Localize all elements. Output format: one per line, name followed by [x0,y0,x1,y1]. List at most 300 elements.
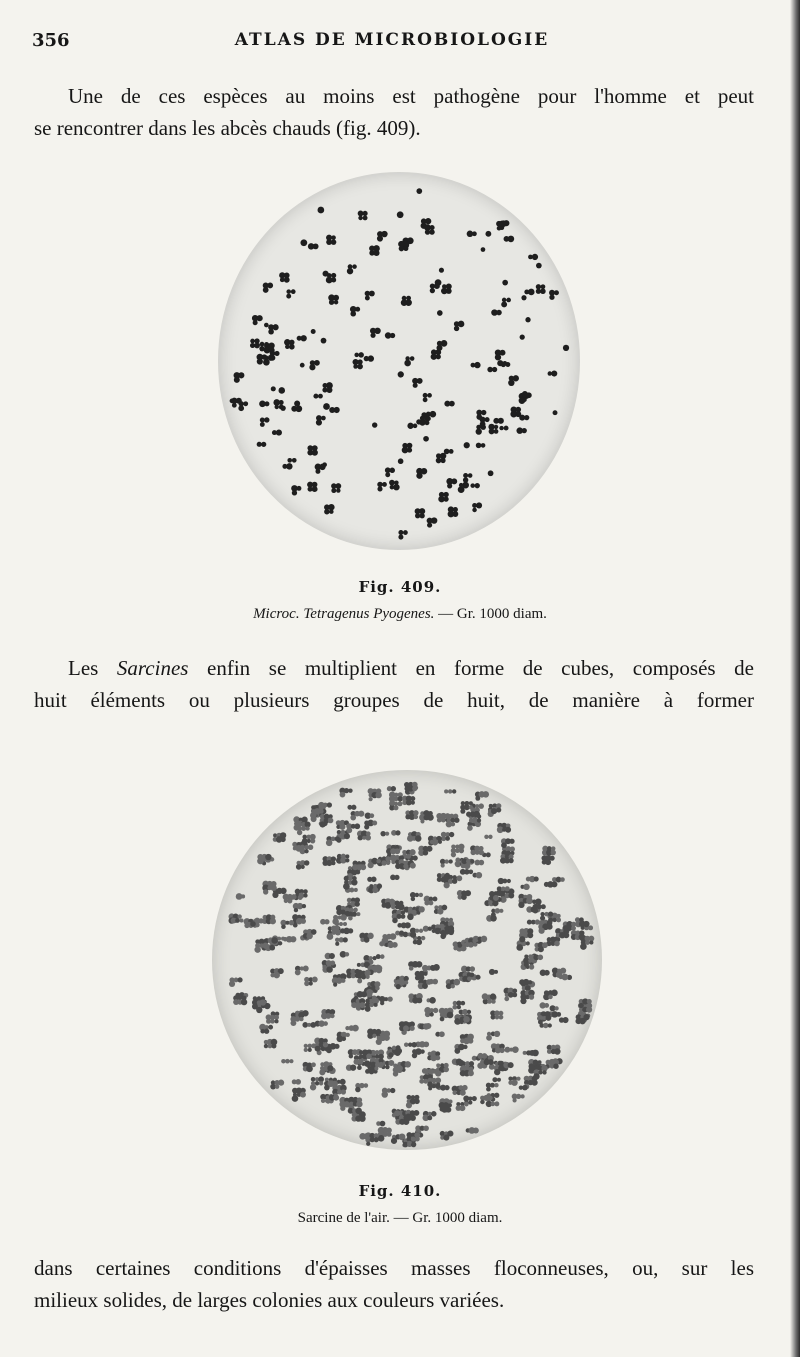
paragraph-3 [34,1252,754,1316]
coccus-group [430,283,440,293]
sarcina-packet [444,789,456,793]
sarcina-packet [474,860,484,866]
sarcina-packet [404,782,418,792]
coccus-group [502,280,508,286]
coccus-group [307,445,318,456]
coccus-group [402,443,413,454]
coccus-group [398,241,409,252]
coccus-group [286,289,295,298]
sarcina-packet [486,915,497,922]
coccus-group [476,424,486,434]
sarcina-packet [297,821,311,835]
sarcina-packet [318,802,332,808]
sarcina-packet [346,1064,356,1070]
sarcina-packet [376,1121,385,1127]
sarcina-packet [518,894,533,908]
sarcina-packet [359,933,373,943]
sarcina-packet [423,926,432,932]
sarcina-packet [395,863,408,869]
sarcina-packet [348,911,361,920]
sarcina-packet [443,874,457,888]
sarcina-packet [236,893,245,900]
coccus-group [316,415,326,426]
paragraph-1-line-2: se rencontrer dans les abcès chauds (fig. 409). [34,116,421,140]
sarcina-packet [320,919,329,925]
sarcina-packet [351,998,365,1008]
sarcina-packet [233,995,247,1005]
sarcina-packet [407,831,422,842]
coccus-group [297,335,307,341]
paragraph-2-line-1-end: enfin se multiplient en forme de cubes, composés de [188,656,754,680]
sarcina-packet [404,1042,417,1047]
sarcina-packet [283,894,297,904]
sarcina-packet [262,914,276,924]
sarcina-packet [466,811,480,818]
sarcina-packet [538,920,552,934]
sarcina-packet [439,1008,454,1022]
sarcina-packet [540,970,550,976]
sarcina-packet [337,1032,350,1042]
coccus-group [520,334,525,339]
sarcina-packet [292,1079,301,1085]
coccus-group [463,473,473,483]
sarcina-packet [419,810,434,823]
sarcina-packet [539,1023,551,1028]
sarcina-packet [364,820,377,830]
coccus-group [424,224,435,235]
coccus-group [372,422,377,427]
paragraph-3-line-1: dans certaines conditions d'épaisses masses floconneuses, ou, sur les [34,1256,754,1280]
sarcina-packet [477,1053,487,1059]
coccus-group [563,345,569,351]
sarcina-packet [356,970,370,984]
coccus-group [472,502,482,512]
coccus-group [454,321,464,331]
coccus-group [282,463,292,469]
coccus-group [476,443,486,449]
sarcina-packet [380,831,389,836]
sarcina-packet [424,1007,438,1017]
figure-409-caption-rest: — Gr. 1000 diam. [434,606,547,622]
coccus-group [485,231,491,237]
coccus-group [347,264,357,274]
sarcina-packet [270,968,284,978]
coccus-group [322,382,332,393]
coccus-group [354,352,363,358]
sarcina-packet [580,935,594,950]
sarcina-packet [302,1022,316,1028]
sarcina-packet [533,904,546,914]
sarcina-packet [440,859,453,868]
coccus-group [404,356,414,366]
sarcina-packet [322,856,336,866]
sarcina-packet [538,1015,552,1024]
sarcina-packet [452,1001,465,1010]
sarcina-packet [461,858,474,864]
sarcina-packet [348,1108,362,1115]
sarcina-packet [365,1132,379,1145]
coccus-group [264,323,269,328]
sarcina-packet [391,830,400,836]
sarcina-packet [500,854,514,864]
coccus-group [323,271,329,277]
coccus-group [470,483,479,488]
figure-410-label: Fig. 410. [358,1182,442,1200]
sarcina-packet [231,918,244,924]
sarcina-packet [339,788,352,798]
sarcina-packet [475,791,489,801]
coccus-group [481,247,486,252]
sarcina-packet [397,922,410,928]
sarcina-packet [264,937,278,944]
sarcina-packet [419,1023,429,1030]
sarcina-packet [451,844,465,858]
paragraph-1 [34,80,754,144]
sarcina-packet [408,961,422,971]
sarcina-packet [486,1031,500,1041]
sarcina-packet [415,1041,429,1047]
sarcina-packet [390,900,405,911]
sarcina-packet [486,1083,499,1092]
figure-410-caption: Sarcine de l'air. — Gr. 1000 diam. [297,1210,503,1226]
sarcina-packet [387,786,396,791]
coccus-group [321,338,327,344]
coccus-group [284,339,295,350]
sarcina-packet [424,896,438,906]
coccus-group [407,423,417,429]
coccus-group [553,410,558,415]
coccus-group [427,517,438,527]
sarcina-packet [357,830,371,840]
sarcina-packet [376,954,385,959]
coccus-group [280,405,285,410]
coccus-group [528,254,538,260]
sarcina-packet [492,1077,501,1082]
sarcina-packet [273,832,287,842]
sarcina-packet [281,1059,293,1064]
sarcina-packet [415,971,428,981]
coccus-group [493,418,504,424]
coccus-group [328,294,339,304]
coccus-group [519,415,529,421]
coccus-group [365,291,375,301]
coccus-group [317,207,324,214]
tetragenus-cells-drawing [218,172,580,550]
sarcina-packet [345,1025,358,1032]
sarcina-packet [512,1093,525,1102]
sarcina-packet [457,890,471,900]
sarcina-packet [466,1127,479,1134]
sarcina-packet [460,869,473,875]
sarcina-clusters-drawing [212,770,602,1150]
book-spine-edge [790,0,800,1357]
sarcina-packet [504,988,518,1002]
coccus-group [522,391,528,397]
sarcina-packet [491,1043,505,1053]
sarcina-packet [484,835,492,839]
sarcina-packet [229,977,243,987]
figure-409-caption [0,606,800,623]
sarcina-packet [458,972,471,982]
coccus-group [311,329,316,334]
sarcina-packet [332,973,347,986]
coccus-group [309,360,319,370]
sarcina-packet [532,899,542,906]
sarcina-packet [378,1127,392,1142]
coccus-group [487,367,497,373]
sarcina-packet [519,928,533,942]
sarcina-packet [347,805,356,810]
sarcina-packet [446,979,460,989]
sarcina-packet [264,1039,278,1049]
coccus-group [260,417,270,427]
coccus-group [268,324,279,334]
sarcina-packet [440,925,454,939]
sarcina-packet [520,884,529,890]
sarcina-packet [550,1005,559,1011]
sarcina-packet [418,846,432,856]
coccus-group [412,378,422,388]
sarcina-packet [335,937,348,946]
coccus-group [536,284,546,294]
sarcina-packet [542,846,556,856]
coccus-group [488,424,498,435]
figure-409-label: Fig. 409. [358,578,442,596]
sarcina-packet [379,996,393,1005]
coccus-group [444,449,454,455]
sarcina-packet [310,1076,324,1090]
sarcina-packet [544,881,558,887]
paragraph-1-line-1: Une de ces espèces au moins est pathogène pour l'homme et peut [68,84,754,108]
coccus-group [252,315,263,325]
coccus-group [416,468,427,479]
coccus-group [291,485,301,495]
coccus-group [525,317,530,322]
coccus-group [308,243,319,250]
sarcina-packet [367,877,376,883]
sarcina-packet [326,836,340,846]
sarcina-packet [390,875,399,881]
sarcina-packet [418,979,432,989]
sarcina-packet [359,1049,372,1059]
sarcina-packet [490,1010,503,1019]
coccus-group [385,467,395,477]
sarcina-packet [527,919,540,924]
sarcina-packet [456,1102,469,1111]
figure-409-caption-italic: Microc. Tetragenus Pyogenes. [253,606,435,622]
sarcina-packet [368,788,382,801]
coccus-group [238,401,248,411]
sarcina-packet [405,810,418,820]
coccus-group [250,338,260,348]
coccus-group [491,309,502,315]
coccus-group [397,211,404,218]
page-number: 356 [32,30,70,51]
coccus-group [270,351,280,361]
coccus-group [437,310,443,316]
micrograph-fig-410 [212,770,602,1150]
running-title: ATLAS DE MICROBIOLOGIE [234,30,550,50]
coccus-group [471,362,481,368]
coccus-group [423,393,432,402]
coccus-group [230,399,235,404]
coccus-group [398,530,407,540]
sarcina-packet [435,1063,449,1077]
sarcina-packet [365,997,379,1011]
coccus-group [398,458,404,464]
sarcina-packet [546,936,560,946]
coccus-group [287,458,296,463]
sarcina-packet [472,872,482,878]
sarcina-packet [304,977,318,987]
sarcina-packet [293,903,306,912]
coccus-group [377,482,387,492]
sarcina-packet [366,981,380,996]
sarcina-packet [473,936,488,943]
sarcina-packet [454,1044,467,1054]
coccus-group [521,295,526,300]
coccus-group [436,453,447,464]
sarcina-packet [435,1031,444,1037]
sarcina-packet [280,920,294,929]
coccus-group [510,406,521,417]
sarcina-packet [575,1014,589,1024]
coccus-group [438,492,449,503]
coccus-group [536,263,542,269]
coccus-group [279,272,290,283]
sarcina-packet [266,1014,279,1023]
paragraph-2-line-1 [34,652,754,684]
sarcina-packet [519,1085,528,1091]
coccus-group [352,359,362,369]
coccus-group [370,328,381,338]
sarcina-packet [292,1087,306,1101]
sarcina-packet [497,823,511,833]
sarcina-packet [300,844,314,854]
sarcina-packet [530,954,544,960]
coccus-group [259,401,269,408]
coccus-group [416,419,426,425]
sarcina-packet [555,928,569,938]
coccus-group [441,283,452,294]
coccus-group [369,245,380,256]
coccus-group [377,231,388,242]
coccus-group [415,508,426,518]
sarcina-packet [340,928,353,935]
sarcina-packet [296,860,310,870]
coccus-group [278,387,285,394]
sarcina-packet [452,1058,462,1064]
sarcina-packet [533,1065,547,1079]
sarcina-packet [540,1002,550,1008]
sarcina-packet [559,1017,569,1023]
sarcina-packet [292,914,306,927]
coccus-group [358,211,368,221]
sarcina-packet [355,1083,368,1092]
sarcina-packet [315,1020,328,1026]
coccus-group [495,349,506,360]
micrograph-fig-409 [218,172,580,550]
sarcina-packet [547,1044,561,1054]
sarcina-packet [340,951,350,958]
coccus-group [329,407,340,413]
sarcina-packet [534,942,547,952]
coccus-group [499,426,508,431]
sarcina-packet [336,854,350,864]
sarcina-packet [303,929,317,939]
coccus-group [467,231,477,238]
sarcina-packet [426,997,435,1004]
paragraph-2 [34,652,754,716]
sarcina-packet [460,1066,474,1076]
coccus-group [350,306,360,317]
sarcina-packet [295,965,309,975]
coccus-group [263,282,273,292]
sarcina-packet [431,1083,440,1089]
coccus-group [272,430,282,436]
coccus-group [501,298,511,308]
sarcina-packet [350,811,364,821]
sarcina-packet [543,990,558,1001]
coccus-group [549,290,559,300]
sarcina-packet [303,1062,316,1072]
sarcina-packet [343,876,358,890]
coccus-group [385,332,395,338]
sarcina-packet [520,990,534,1004]
sarcina-packet [259,1024,273,1034]
coccus-group [234,372,245,383]
coccus-group [446,478,457,488]
coccus-group [398,371,404,377]
sarcina-packet [325,953,335,960]
sarcina-packet [247,921,256,927]
coccus-group [324,504,335,514]
coccus-group [431,349,442,360]
sarcina-packet [270,1080,284,1090]
sarcina-packet [321,1009,335,1019]
sarcina-packet [283,936,296,943]
coccus-group [322,462,327,467]
coccus-group [323,403,330,410]
sarcina-packet [440,1130,454,1140]
paragraph-2-line-2: huit éléments ou plusieurs groupes de huit, de manière à former [34,688,754,712]
coccus-group [508,375,519,386]
sarcina-packet [402,795,415,805]
sarcina-packet [304,1043,317,1052]
sarcina-packet [368,883,382,893]
sarcina-packet [459,1009,471,1015]
sarcina-packet [508,1076,520,1086]
coccus-group [504,236,515,243]
coccus-group [313,394,322,399]
coccus-group [439,268,444,273]
coccus-group [291,405,302,412]
sarcina-packet [470,845,484,855]
coccus-group [436,340,447,351]
sarcina-packet [430,839,442,844]
sarcina-packet [406,1095,420,1109]
sarcina-packet [370,1058,384,1068]
coccus-group [401,296,412,306]
sarcina-packet [392,909,406,923]
sarcina-packet [441,832,454,841]
sarcina-packet [458,1085,467,1091]
coccus-group [423,436,429,442]
coccus-group [271,386,276,391]
coccus-group [516,427,526,434]
coccus-group [448,506,459,517]
sarcina-packet [408,993,422,1004]
